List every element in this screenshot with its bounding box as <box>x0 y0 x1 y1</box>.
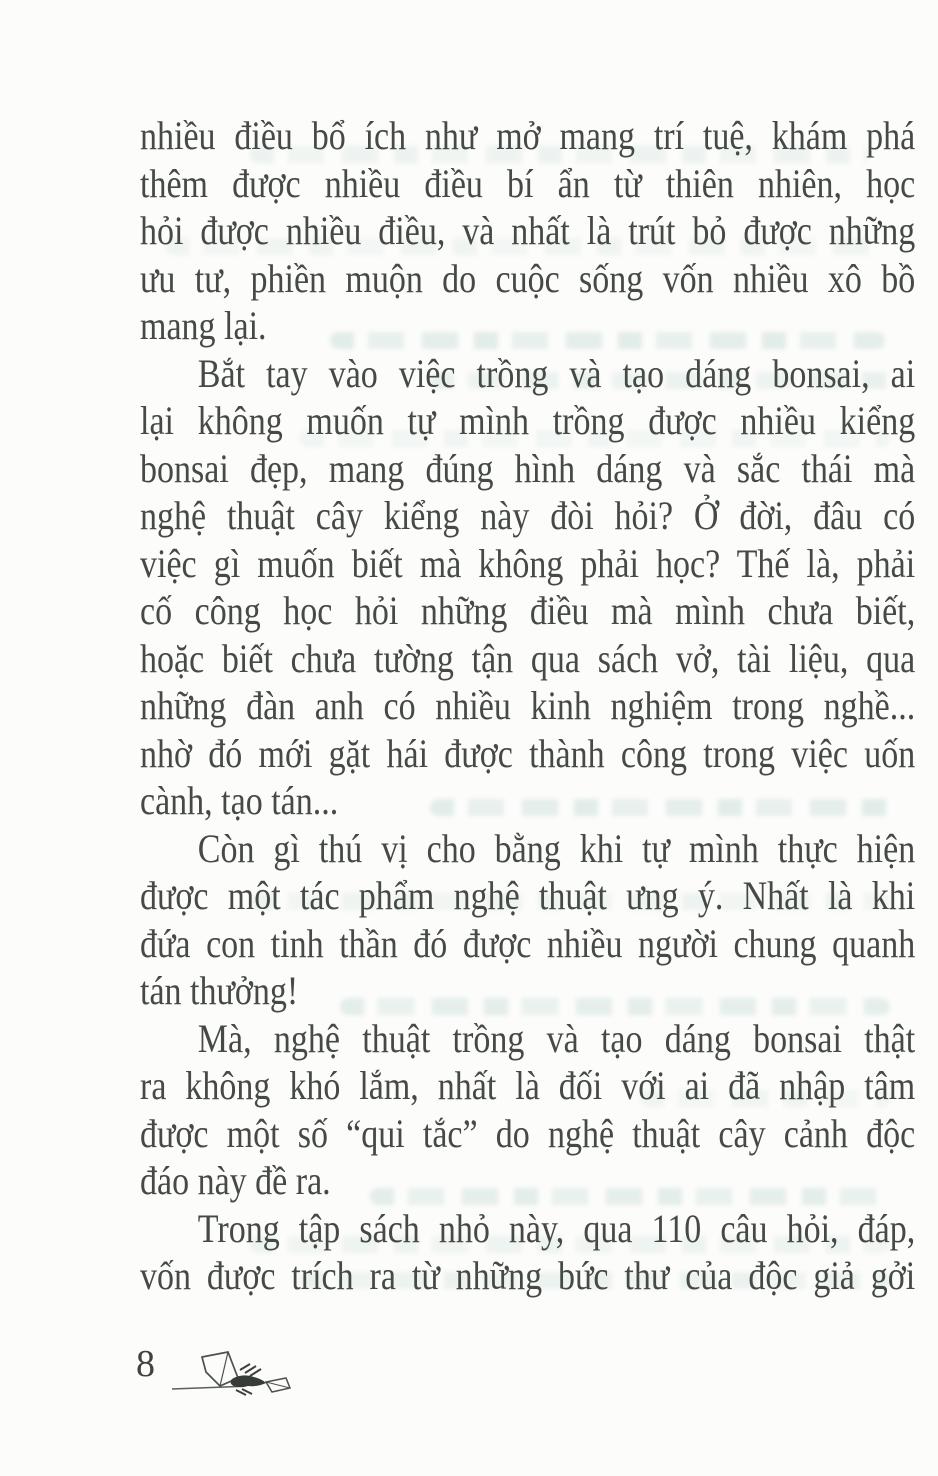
text-line: hoặc biết chưa tường tận qua sách vở, tài liệu, qua <box>140 635 916 681</box>
text-line: cố công học hỏi những điều mà mình chưa biết, <box>140 588 916 633</box>
text-line: nhiều điều bổ ích như mở mang trí tuệ, khám phá <box>140 113 916 158</box>
text-line: những đàn anh có nhiều kinh nghiệm trong nghề... <box>140 683 916 728</box>
text-line: hỏi được nhiều điều, và nhất là trút bỏ được những <box>140 208 916 253</box>
text-line: Bắt tay vào việc trồng và tạo dáng bonsai, ai <box>197 350 916 396</box>
text-line: nhờ đó mới gặt hái được thành công trong việc uốn <box>140 730 916 776</box>
text-line: lại không muốn tự mình trồng được nhiều kiểng <box>140 398 916 443</box>
text-line: Trong tập sách nhỏ này, qua 110 câu hỏi, đáp, <box>197 1205 916 1251</box>
text-line: đứa con tinh thần đó được nhiều người chung quanh <box>140 920 916 966</box>
text-line: bonsai đẹp, mang đúng hình dáng và sắc thái mà <box>140 445 916 491</box>
body-text <box>140 112 915 1300</box>
text-line: vốn được trích ra từ những bức thư của độc giả gởi <box>140 1253 916 1298</box>
text-line: thêm được nhiều điều bí ẩn từ thiên nhiên, học <box>140 160 916 206</box>
text-line: tán thưởng! <box>140 968 299 1013</box>
text-line: nghệ thuật cây kiểng này đòi hỏi? Ở đời, đâu có <box>140 493 916 538</box>
text-line: cành, tạo tán... <box>140 778 339 823</box>
text-line: ưu tư, phiền muộn do cuộc sống vốn nhiều xô bồ <box>140 255 916 301</box>
text-line: ra không khó lắm, nhất là đối với ai đã nhập tâm <box>140 1063 916 1108</box>
text-line: Mà, nghệ thuật trồng và tạo dáng bonsai thật <box>197 1015 916 1061</box>
text-line: việc gì muốn biết mà không phải học? Thế là, phải <box>140 540 916 586</box>
page-footer <box>0 1330 938 1420</box>
footer-ornament-icon <box>166 1348 296 1402</box>
text-line: được một số “qui tắc” do nghệ thuật cây cảnh độc <box>140 1110 916 1156</box>
text-line: được một tác phẩm nghệ thuật ưng ý. Nhất là khi <box>140 873 916 918</box>
text-line: Còn gì thú vị cho bằng khi tự mình thực hiện <box>197 825 916 871</box>
text-line: mang lại. <box>140 303 267 348</box>
page-number: 8 <box>136 1343 155 1385</box>
text-line: đáo này đề ra. <box>140 1158 331 1203</box>
